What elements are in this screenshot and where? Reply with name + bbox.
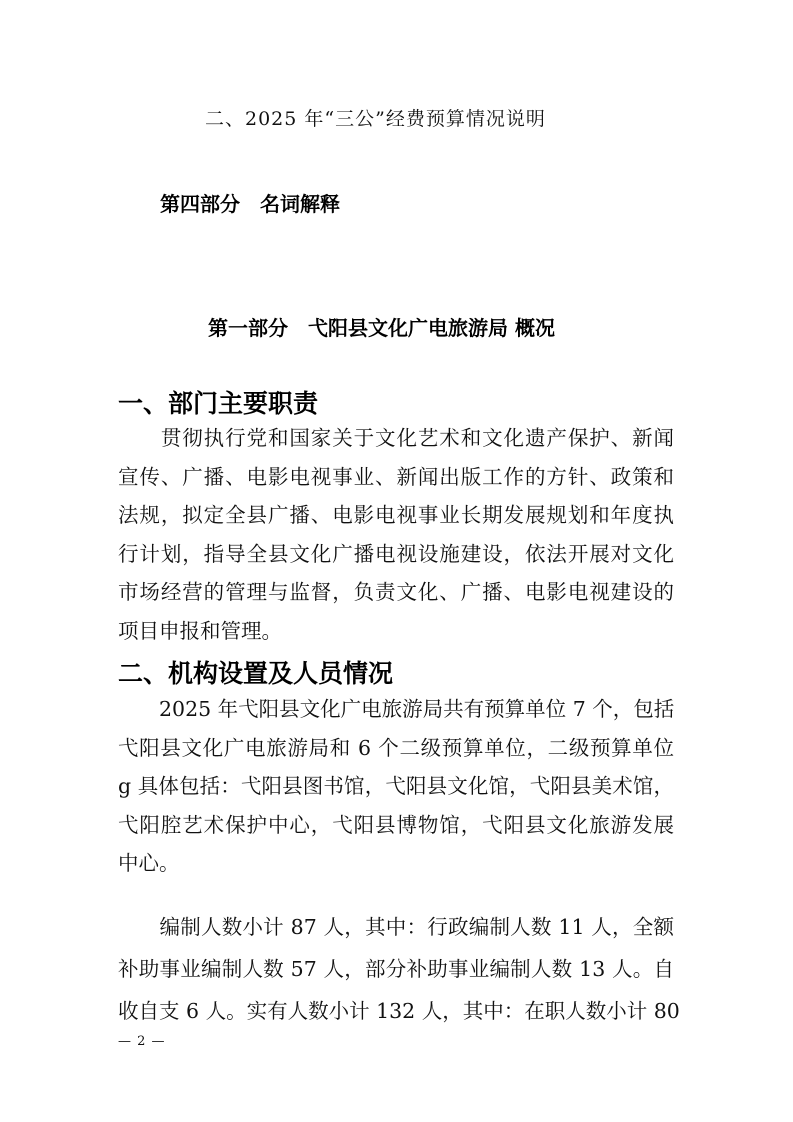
paragraph-line: 2025 年弋阳县文化广电旅游局共有预算单位 7 个，包括: [118, 697, 675, 721]
staffing-paragraph: [118, 906, 680, 1032]
paragraph-line: 中心。: [118, 851, 180, 876]
paragraph-line: g 具体包括：弋阳县图书馆，弋阳县文化馆，弋阳县美术馆，: [118, 774, 674, 799]
main-duties-paragraph: [118, 419, 674, 651]
page-number: — 2 —: [118, 1034, 166, 1049]
paragraph-line: 宣传、广播、电影电视事业、新闻出版工作的方针、政策和: [118, 464, 674, 489]
section-heading-organization: 二、机构设置及人员情况: [118, 659, 394, 688]
paragraph-line: 补助事业编制人数 57 人，部分补助事业编制人数 13 人。自: [118, 957, 674, 981]
paragraph-line: 市场经营的管理与监督，负责文化、广播、电影电视建设的: [118, 580, 674, 605]
paragraph-line: 贯彻执行党和国家关于文化艺术和文化遗产保护、新闻: [118, 426, 674, 450]
paragraph-line: 项目申报和管理。: [118, 618, 282, 643]
paragraph-line: 收自支 6 人。实有人数小计 132 人，其中：在职人数小计 80: [118, 999, 680, 1023]
section-heading-main-duties: 一、部门主要职责: [118, 389, 319, 418]
paragraph-line: 编制人数小计 87 人，其中：行政编制人数 11 人，全额: [118, 915, 674, 939]
paragraph-line: 行计划，指导全县文化广播电视设施建设，依法开展对文化: [118, 541, 674, 566]
paragraph-line: 法规，拟定全县广播、电影电视事业长期发展规划和年度执: [118, 503, 674, 528]
paragraph-line: 弋阳腔艺术保护中心，弋阳县博物馆，弋阳县文化旅游发展: [118, 812, 674, 837]
toc-item-sanggong-budget: 二、2025 年“三公”经费预算情况说明: [205, 108, 546, 130]
paragraph-line: 弋阳县文化广电旅游局和 6 个二级预算单位，二级预算单位: [118, 735, 674, 760]
toc-part4-glossary: 第四部分 名词解释: [160, 192, 340, 216]
part1-title: 第一部分 弋阳县文化广电旅游局 概况: [208, 316, 555, 340]
organization-paragraph: [118, 690, 674, 883]
